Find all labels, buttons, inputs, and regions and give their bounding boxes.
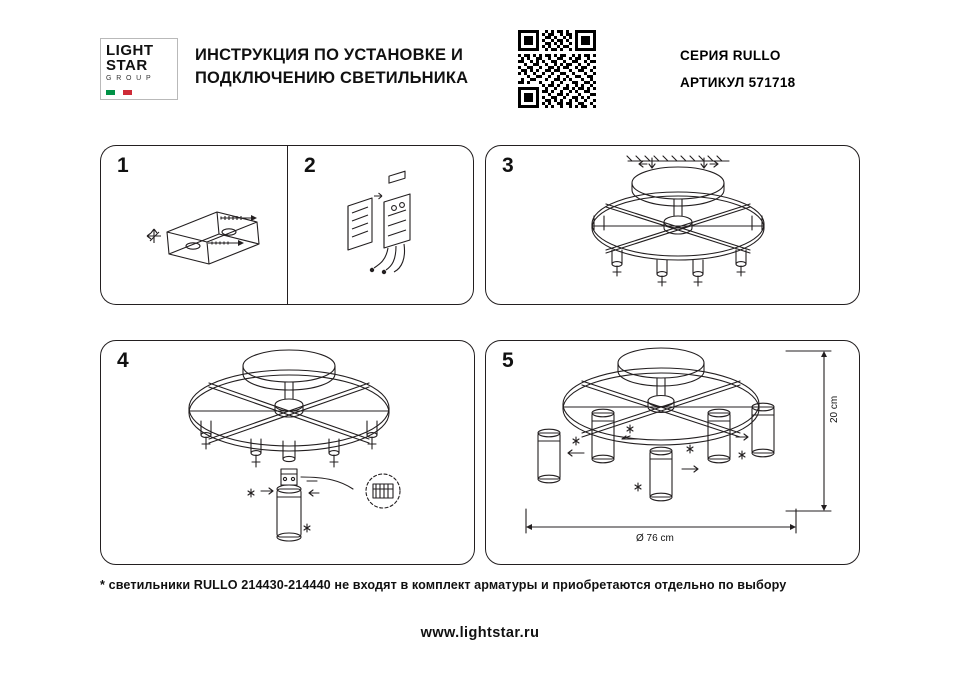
diameter-dimension-label: Ø 76 cm [636,533,674,544]
italian-flag-icon [106,90,132,95]
website-url: www.lightstar.ru [420,625,540,641]
lamp-connection-illustration [101,341,476,566]
footnote-text: * светильники RULLO 214430-214440 не входят в комплект арматуры и приобретаются отдельно по выбору [100,578,787,592]
step-number-2: 2 [304,154,316,177]
article-label: АРТИКУЛ 571718 [680,75,796,90]
logo-line-2: STAR [106,57,148,74]
step-panel-2 [287,145,474,305]
step-panel-3 [485,145,860,305]
mounting-bracket-illustration [101,146,288,306]
series-info [680,48,870,90]
step-panel-5 [485,340,860,565]
step-number-3: 3 [502,154,514,177]
page-title: ИНСТРУКЦИЯ ПО УСТАНОВКЕ И ПОДКЛЮЧЕНИЮ СВЕТИЛЬНИКА [195,46,469,87]
step-number-5: 5 [502,349,514,372]
step-number-4: 4 [117,349,129,372]
logo-line-3: G R O U P [106,75,153,82]
step-number-1: 1 [117,154,129,177]
header [100,30,860,110]
height-dimension-label: 20 cm [829,395,840,423]
qr-code-icon [518,30,596,108]
step-panel-4 [100,340,475,565]
wiring-terminal-illustration [288,146,475,306]
series-label: СЕРИЯ RULLO [680,48,781,63]
logo-line-1: LIGHT [106,42,154,59]
step-panel-1 [100,145,287,305]
frame-assembly-illustration [486,146,861,306]
brand-logo [100,38,178,100]
